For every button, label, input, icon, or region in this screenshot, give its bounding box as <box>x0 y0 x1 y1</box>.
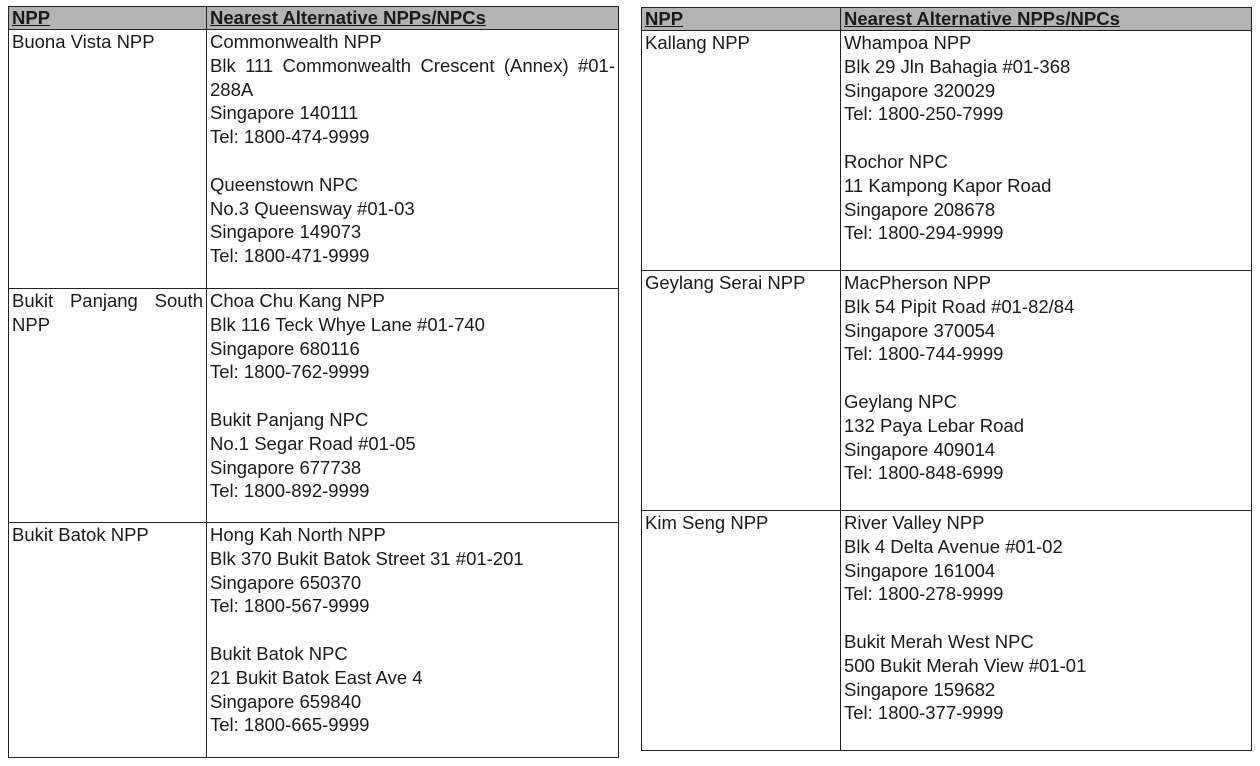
alternative-postal: Singapore 159682 <box>844 678 996 700</box>
alternative-tel: Tel: 1800-567-9999 <box>210 595 370 617</box>
table-header-row <box>9 7 619 30</box>
alternative-entry <box>844 511 1248 606</box>
table-row <box>642 271 1252 511</box>
column-header-npp: NPP <box>642 8 841 31</box>
alternative-postal: Singapore 409014 <box>844 438 996 460</box>
alternative-postal: Singapore 659840 <box>210 690 362 712</box>
alternative-tel: Tel: 1800-744-9999 <box>844 343 1004 365</box>
alternative-name: Geylang NPC <box>844 390 958 412</box>
alternative-name: Choa Chu Kang NPP <box>210 290 385 311</box>
npp-cell <box>642 31 841 271</box>
npp-name: Kim Seng NPP <box>645 512 769 533</box>
alternative-address: 500 Bukit Merah View #01-01 <box>844 654 1087 676</box>
alternatives-cell <box>841 511 1252 751</box>
alternative-address: 21 Bukit Batok East Ave 4 <box>210 666 423 688</box>
alternatives-cell <box>841 271 1252 511</box>
alternative-entry <box>210 523 615 618</box>
alternative-postal: Singapore 149073 <box>210 221 362 243</box>
table-row <box>9 523 619 758</box>
npp-cell <box>9 289 207 523</box>
alternative-address: No.3 Queensway #01-03 <box>210 197 415 219</box>
alternative-tel: Tel: 1800-892-9999 <box>210 480 370 502</box>
column-header-npp: NPP <box>9 7 207 30</box>
alternative-address: Blk 29 Jln Bahagia #01-368 <box>844 55 1071 77</box>
column-header-alternatives: Nearest Alternative NPPs/NPCs <box>207 7 619 30</box>
alternative-entry <box>210 173 615 268</box>
alternative-name: Whampoa NPP <box>844 32 972 53</box>
npp-name: Buona Vista NPP <box>12 31 155 52</box>
alternative-tel: Tel: 1800-278-9999 <box>844 583 1004 605</box>
alternatives-cell <box>207 523 619 758</box>
table-header-row <box>642 8 1252 31</box>
npp-cell <box>9 523 207 758</box>
alternative-entry <box>844 31 1248 126</box>
alternative-entry <box>844 150 1248 245</box>
npp-name: Kallang NPP <box>645 32 750 53</box>
alternative-entry <box>210 30 615 149</box>
alternative-postal: Singapore 208678 <box>844 198 996 220</box>
alternative-postal: Singapore 650370 <box>210 571 362 593</box>
alternative-name: MacPherson NPP <box>844 272 992 293</box>
npp-cell <box>642 271 841 511</box>
alternative-name: Bukit Merah West NPC <box>844 630 1034 652</box>
alternative-postal: Singapore 680116 <box>210 337 360 359</box>
npp-cell <box>642 511 841 751</box>
alternative-address: Blk 54 Pipit Road #01-82/84 <box>844 295 1075 317</box>
alternative-tel: Tel: 1800-762-9999 <box>210 361 370 383</box>
table-row <box>9 289 619 523</box>
alternative-address: 132 Paya Lebar Road <box>844 414 1024 436</box>
alternative-tel: Tel: 1800-665-9999 <box>210 714 370 736</box>
alternative-name: Bukit Batok NPC <box>210 642 348 664</box>
table-row <box>9 30 619 289</box>
npp-cell <box>9 30 207 289</box>
alternative-postal: Singapore 161004 <box>844 559 996 581</box>
alternative-entry <box>210 408 615 503</box>
alternative-name: Bukit Panjang NPC <box>210 408 369 430</box>
alternative-postal: Singapore 370054 <box>844 319 996 341</box>
alternative-entry <box>844 630 1248 725</box>
alternative-postal: Singapore 320029 <box>844 79 996 101</box>
alternative-tel: Tel: 1800-250-7999 <box>844 103 1004 125</box>
table-row <box>642 511 1252 751</box>
alternative-name: River Valley NPP <box>844 512 985 533</box>
alternative-tel: Tel: 1800-848-6999 <box>844 462 1004 484</box>
alternative-entry <box>844 390 1248 485</box>
alternative-address: Blk 4 Delta Avenue #01-02 <box>844 535 1063 557</box>
alternative-entry <box>844 271 1248 366</box>
npp-name: Bukit Batok NPP <box>12 524 149 545</box>
alternative-address: 11 Kampong Kapor Road <box>844 174 1052 196</box>
alternative-tel: Tel: 1800-474-9999 <box>210 126 370 148</box>
npp-table-left <box>8 6 619 758</box>
alternative-entry <box>210 642 615 737</box>
column-header-alternatives: Nearest Alternative NPPs/NPCs <box>841 8 1252 31</box>
alternative-name: Rochor NPC <box>844 150 948 172</box>
alternative-address: Blk 111 Commonwealth Crescent (Annex) #01-288A <box>210 54 615 100</box>
npp-name: Geylang Serai NPP <box>645 272 806 293</box>
alternative-address: No.1 Segar Road #01-05 <box>210 432 416 454</box>
alternative-address: Blk 370 Bukit Batok Street 31 #01-201 <box>210 547 524 569</box>
alternative-name: Hong Kah North NPP <box>210 524 386 545</box>
npp-name: Bukit Panjang South NPP <box>12 290 203 335</box>
alternatives-cell <box>207 30 619 289</box>
alternatives-cell <box>841 31 1252 271</box>
alternative-entry <box>210 289 615 384</box>
alternative-name: Queenstown NPC <box>210 173 359 195</box>
alternative-name: Commonwealth NPP <box>210 31 382 52</box>
alternative-address: Blk 116 Teck Whye Lane #01-740 <box>210 313 485 335</box>
alternative-postal: Singapore 140111 <box>210 102 359 124</box>
alternative-tel: Tel: 1800-377-9999 <box>844 702 1004 724</box>
alternative-tel: Tel: 1800-471-9999 <box>210 245 370 267</box>
table-row <box>642 31 1252 271</box>
npp-table-right <box>641 7 1252 751</box>
alternatives-cell <box>207 289 619 523</box>
alternative-tel: Tel: 1800-294-9999 <box>844 222 1004 244</box>
alternative-postal: Singapore 677738 <box>210 456 362 478</box>
